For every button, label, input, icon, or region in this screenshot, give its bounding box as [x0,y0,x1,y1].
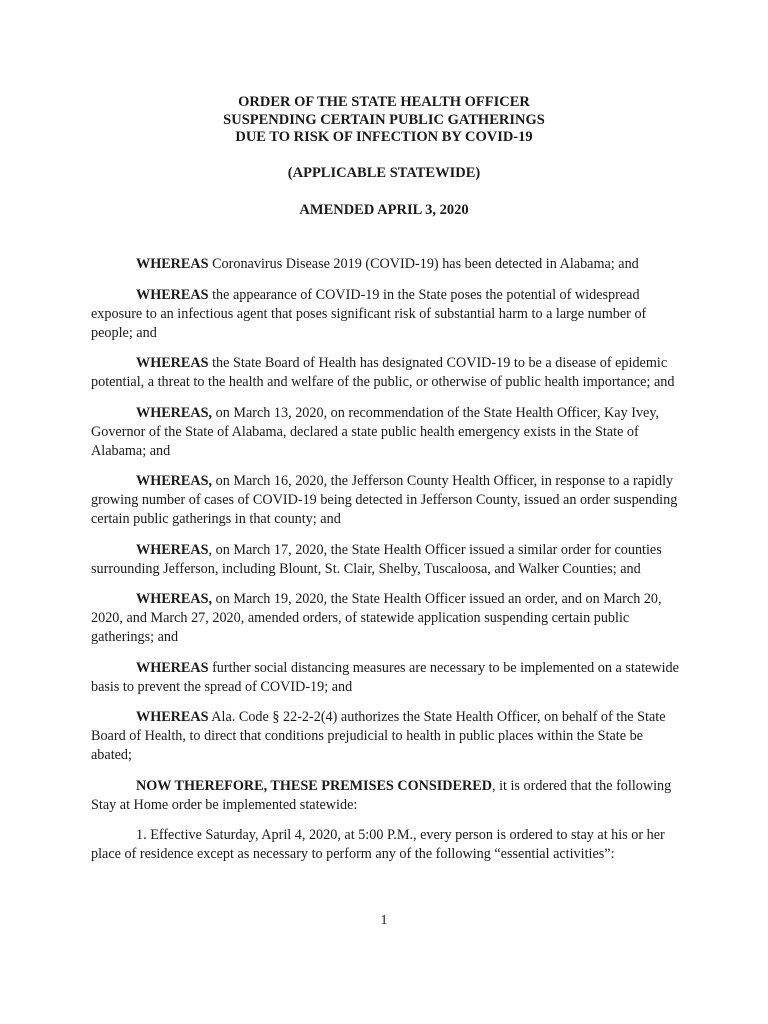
paragraph-lead: WHEREAS [136,286,209,303]
paragraph [91,255,681,274]
paragraph-lead: WHEREAS [136,709,209,725]
title-line-3: DUE TO RISK OF INFECTION BY COVID-19 [235,129,533,145]
paragraph-text: the State Board of Health has designated COVID-19 to be a disease of epidemic potential, a threat to the health and welfare of the public, or otherwise of public health importance; and [91,355,675,390]
amended-date-heading: AMENDED APRIL 3, 2020 [299,202,469,218]
paragraph-text: the appearance of COVID-19 in the State poses the potential of widespread exposure to an infectious agent that poses significant risk of substantial harm to a large number of people; and [91,286,647,341]
paragraph-text: , it is ordered that the following Stay at Home order be implemented statewide: [91,777,672,813]
document-title [0,94,768,147]
paragraph-text: Ala. Code § 22-2-2(4) authorizes the State Health Officer, on behalf of the State Board of Health, to direct that conditions prejudicial to health in public places within the State be abated; [91,709,666,763]
paragraph [91,472,681,529]
page-number: 1 [380,913,388,928]
paragraph-text: , on March 17, 2020, the State Health Officer issued a similar order for counties surrounding Jefferson, including Blount, St. Clair, Shelby, Tuscaloosa, and Walker Counties; and [91,541,662,577]
paragraph-lead: WHEREAS [136,256,209,272]
title-line-2: SUSPENDING CERTAIN PUBLIC GATHERINGS [223,111,545,128]
paragraph-lead: WHEREAS [136,541,209,558]
paragraph-text: on March 19, 2020, the State Health Officer issued an order, and on March 20, 2020, and March 27, 2020, amended orders, of statewide application suspending certain public gatherings; and [91,591,662,645]
paragraph [91,826,681,864]
paragraph [91,777,681,815]
paragraph-text: Coronavirus Disease 2019 (COVID-19) has been detected in Alabama; and [208,256,639,272]
paragraph-lead: WHEREAS, [136,404,213,421]
paragraph-lead: WHEREAS, [136,591,213,607]
paragraph [91,659,681,697]
paragraph [91,354,681,392]
title-line-1: ORDER OF THE STATE HEALTH OFFICER [238,94,530,110]
paragraph-lead: NOW THEREFORE, THESE PREMISES CONSIDERED [136,777,492,794]
paragraph-text: on March 13, 2020, on recommendation of the State Health Officer, Kay Ivey, Governor of the State of Alabama, declared a state public health emergency exists in the State of Alabama; and [91,404,660,459]
paragraph-lead: WHEREAS, [136,473,213,489]
paragraph [91,286,681,343]
scope-heading: (APPLICABLE STATEWIDE) [287,165,481,181]
paragraph [91,541,681,579]
paragraph [91,404,681,461]
paragraph-lead: WHEREAS [136,659,209,676]
document-body [91,255,681,876]
paragraph-text: on March 16, 2020, the Jefferson County Health Officer, in response to a rapidly growing number of cases of COVID-19 being detected in Jefferson County, issued an order suspending certain public gatherings in that county; and [91,473,678,527]
paragraph-lead: WHEREAS [136,355,209,371]
paragraph-text: 1. Effective Saturday, April 4, 2020, at 5:00 P.M., every person is ordered to stay at his or her place of residence except as necessary to perform any of the following “essential activities”: [91,827,665,862]
paragraph-text: further social distancing measures are necessary to be implemented on a statewide basis to prevent the spread of COVID-19; and [91,659,679,695]
paragraph [91,590,681,647]
paragraph [91,708,681,765]
